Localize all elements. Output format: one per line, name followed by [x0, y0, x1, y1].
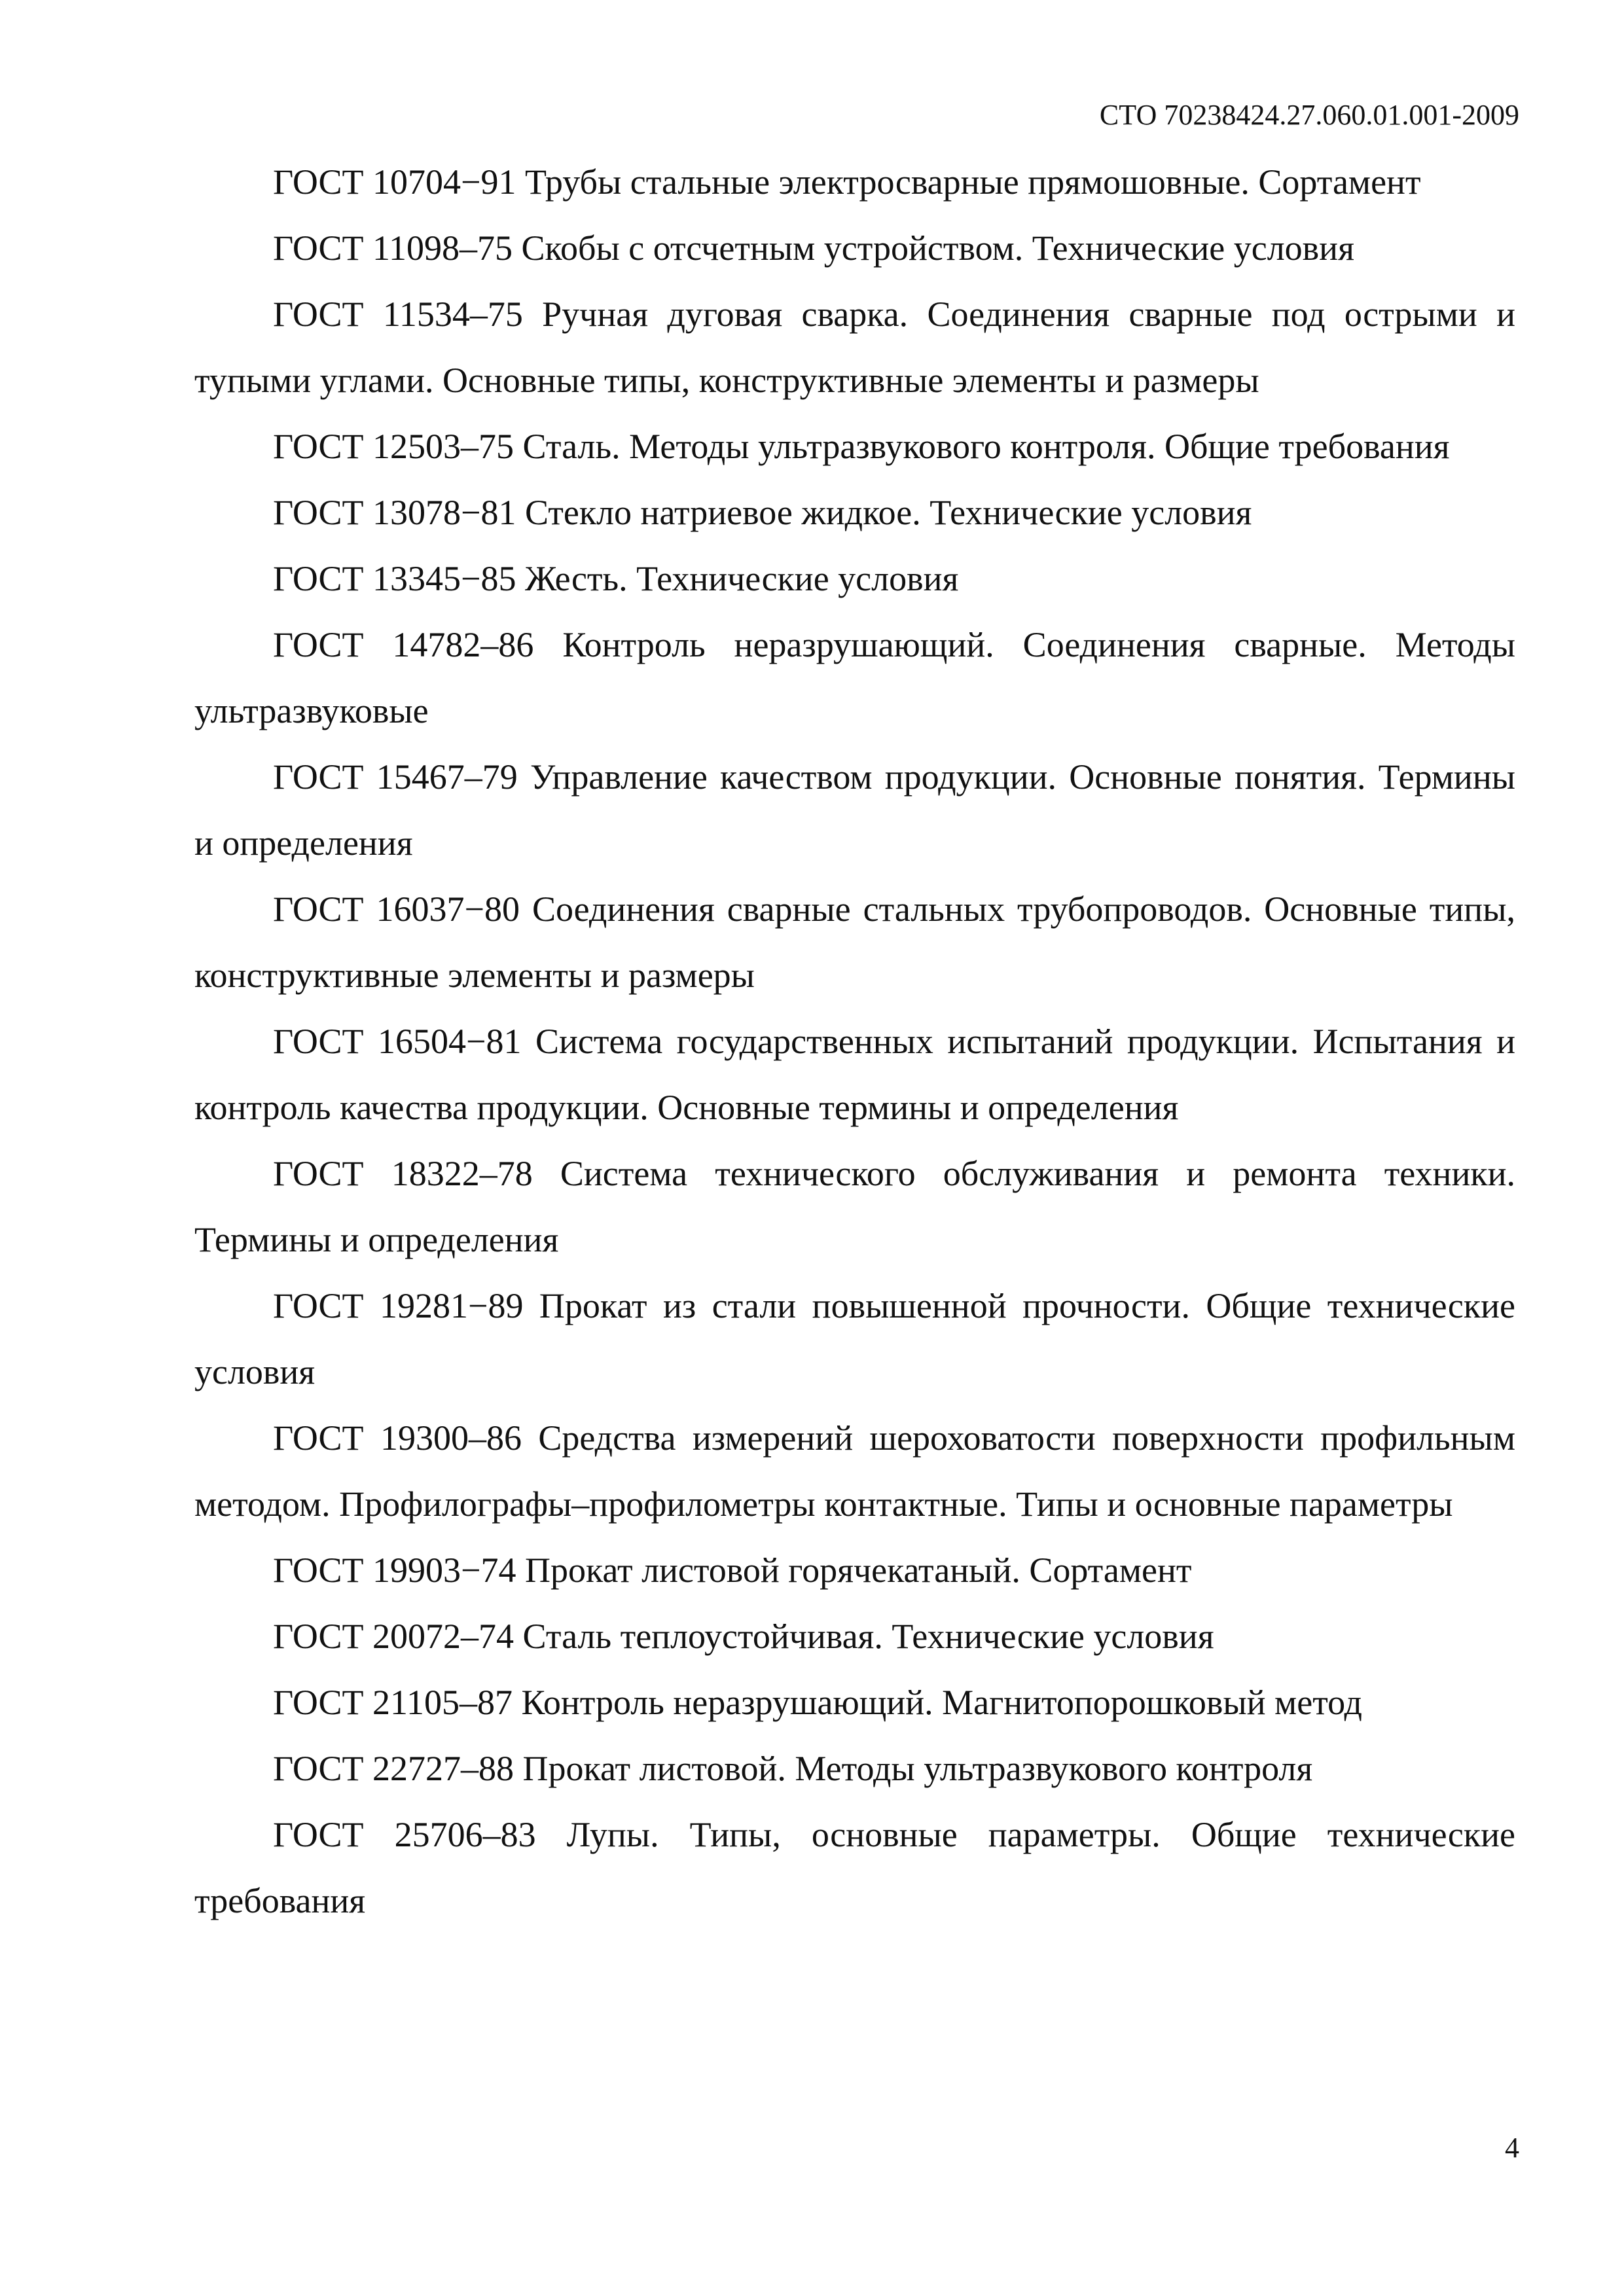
reference-item: ГОСТ 13078−81 Стекло натриевое жидкое. Технические условия — [273, 493, 1252, 532]
reference-item: ГОСТ 16504−81 Система государственных испытаний продукции. Испытания и контроль качества продукции. Основные термины и определения — [194, 1022, 1515, 1127]
reference-item: ГОСТ 12503–75 Сталь. Методы ультразвукового контроля. Общие требования — [273, 427, 1450, 466]
reference-item: ГОСТ 13345−85 Жесть. Технические условия — [273, 559, 959, 598]
page-number: 4 — [1505, 2132, 1519, 2164]
reference-item: ГОСТ 19281−89 Прокат из стали повышенной прочности. Общие технические условия — [194, 1286, 1515, 1391]
reference-item: ГОСТ 15467–79 Управление качеством продукции. Основные понятия. Термины и определения — [194, 757, 1515, 863]
reference-item: ГОСТ 18322–78 Система технического обслуживания и ремонта техники. Термины и определения — [194, 1154, 1515, 1259]
normative-references-list — [194, 149, 1515, 1934]
reference-item: ГОСТ 16037−80 Соединения сварные стальных трубопроводов. Основные типы, конструктивные элементы и размеры — [194, 889, 1515, 995]
reference-item: ГОСТ 11098–75 Скобы с отсчетным устройством. Технические условия — [273, 228, 1354, 268]
reference-item: ГОСТ 21105–87 Контроль неразрушающий. Магнитопорошковый метод — [273, 1683, 1363, 1722]
reference-item: ГОСТ 11534–75 Ручная дуговая сварка. Соединения сварные под острыми и тупыми углами. Основные типы, конструктивные элементы и размеры — [194, 295, 1515, 400]
reference-item: ГОСТ 19903−74 Прокат листовой горячекатаный. Сортамент — [273, 1551, 1192, 1590]
reference-item: ГОСТ 19300–86 Средства измерений шероховатости поверхности профильным методом. Профилографы–профилометры контактные. Типы и основные параметры — [194, 1418, 1515, 1524]
reference-item: ГОСТ 25706–83 Лупы. Типы, основные параметры. Общие технические требования — [194, 1815, 1515, 1920]
document-code-header: СТО 70238424.27.060.01.001-2009 — [1099, 99, 1519, 131]
reference-item: ГОСТ 14782–86 Контроль неразрушающий. Соединения сварные. Методы ультразвуковые — [194, 625, 1515, 730]
reference-item: ГОСТ 22727–88 Прокат листовой. Методы ультразвукового контроля — [273, 1749, 1313, 1788]
reference-item: ГОСТ 10704−91 Трубы стальные электросварные прямошовные. Сортамент — [273, 162, 1421, 202]
reference-item: ГОСТ 20072–74 Сталь теплоустойчивая. Технические условия — [273, 1617, 1214, 1656]
